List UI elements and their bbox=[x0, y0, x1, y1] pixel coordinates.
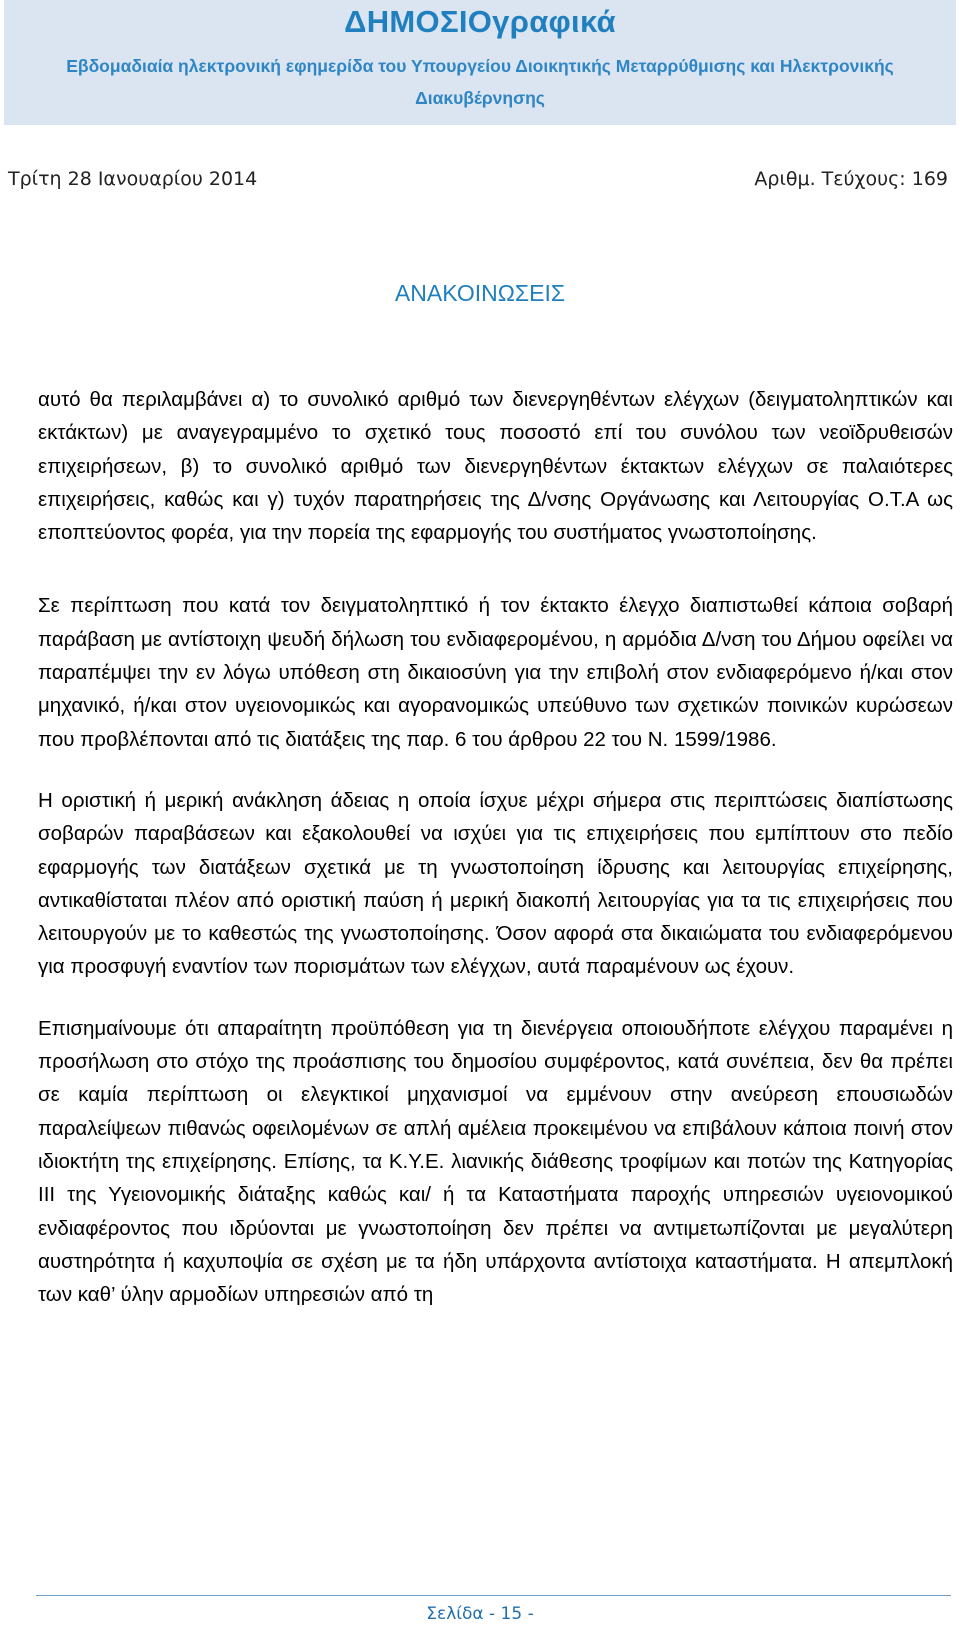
paragraph: αυτό θα περιλαμβάνει α) το συνολικό αριθμό των διενεργηθέντων ελέγχων (δειγματοληπτικών και εκτάκτων) με αναγεγραμμένο το σχετικό τους ποσοστό επί του συνόλου των νεοϊδρυθεισών επιχειρήσεων, β) το συνολικό αριθμό των διενεργηθέντων έκτακτων ελέγχων σε παλαιότερες επιχειρήσεις, καθώς και γ) τυχόν παρατηρήσεις της Δ/νσης Οργάνωσης και Λειτουργίας Ο.Τ.Α ως εποπτεύοντος φορέα, για την πορεία της εφαρμογής του συστήματος γνωστοποίησης. bbox=[38, 388, 953, 545]
page-number: Σελίδα - 15 - bbox=[426, 1604, 534, 1624]
article-body bbox=[38, 383, 953, 1339]
publication-subtitle: Εβδομαδιαία ηλεκτρονική εφημερίδα του Υπουργείου Διοικητικής Μεταρρύθμισης και Ηλεκτρονικής Διακυβέρνησης bbox=[66, 56, 894, 108]
issue-number: Αριθμ. Τεύχους: 169 bbox=[754, 168, 948, 190]
masthead bbox=[4, 0, 956, 125]
paragraph: Επισημαίνουμε ότι απαραίτητη προϋπόθεση για τη διενέργεια οποιουδήποτε ελέγχου παραμένει η προσήλωση στο στόχο της προάσπισης του δημοσίου συμφέροντος, κατά συνέπεια, δεν θα πρέπει σε καμία περίπτωση οι ελεγκτικοί μηχανισμοί να εμμένουν στην ανεύρεση επουσιωδών παραλείψεων πιθανώς οφειλομένων σε απλή αμέλεια προκειμένου να επιβάλουν κάποια ποινή στον ιδιοκτήτη της επιχείρησης. Επίσης, τα Κ.Υ.Ε. λιανικής διάθεσης τροφίμων και ποτών της Κατηγορίας ΙΙΙ της Υγειονομικής διάταξης καθώς και/ ή τα Καταστήματα παροχής υπηρεσιών υγειονομικού ενδιαφέροντος που ιδρύονται με γνωστοποίηση δεν πρέπει να αντιμετωπίζονται με μεγαλύτερη αυστηρότητα ή καχυποψία σε σχέση με τα ήδη υπάρχοντα αντίστοιχα καταστήματα. Η απεμπλοκή των καθ’ ύλην αρμοδίων υπηρεσιών από τη bbox=[38, 1016, 953, 1307]
issue-date: Τρίτη 28 Ιανουαρίου 2014 bbox=[8, 168, 258, 190]
footer-divider bbox=[36, 1595, 951, 1596]
dateline bbox=[8, 168, 948, 194]
publication-title: ΔΗΜΟΣΙΟγραφικά bbox=[344, 4, 616, 39]
section-heading: ΑΝΑΚΟΙΝΩΣΕΙΣ bbox=[394, 280, 566, 306]
paragraph: Η οριστική ή μερική ανάκληση άδειας η οποία ίσχυε μέχρι σήμερα στις περιπτώσεις διαπίστωσης σοβαρών παραβάσεων και εξακολουθεί να ισχύει για τις επιχειρήσεις που εμπίπτουν στο πεδίο εφαρμογής των διατάξεων σχετικά με τη γνωστοποίηση ίδρυσης και λειτουργίας επιχείρησης, αντικαθίσταται πλέον από οριστική παύση ή μερική διακοπή λειτουργίας για τα τις επιχειρήσεις που λειτουργούν με το καθεστώς της γνωστοποίησης. Όσον αφορά στα δικαιώματα του ενδιαφερόμενου για προσφυγή εναντίον των πορισμάτων των ελέγχων, αυτά παραμένουν ως έχουν. bbox=[38, 788, 953, 979]
paragraph: Σε περίπτωση που κατά τον δειγματοληπτικό ή τον έκτακτο έλεγχο διαπιστωθεί κάποια σοβαρή παράβαση με αντίστοιχη ψευδή δήλωση του ενδιαφερομένου, η αρμόδια Δ/νση του Δήμου οφείλει να παραπέμψει την εν λόγω υπόθεση στη δικαιοσύνη για την επιβολή στον ενδιαφερόμενο ή/και στον μηχανικό, ή/και στον υγειονομικώς και αγορανομικώς υπεύθυνο των σχετικών ποινικών κυρώσεων που προβλέπονται από τις διατάξεις της παρ. 6 του άρθρου 22 του Ν. 1599/1986. bbox=[38, 594, 953, 751]
